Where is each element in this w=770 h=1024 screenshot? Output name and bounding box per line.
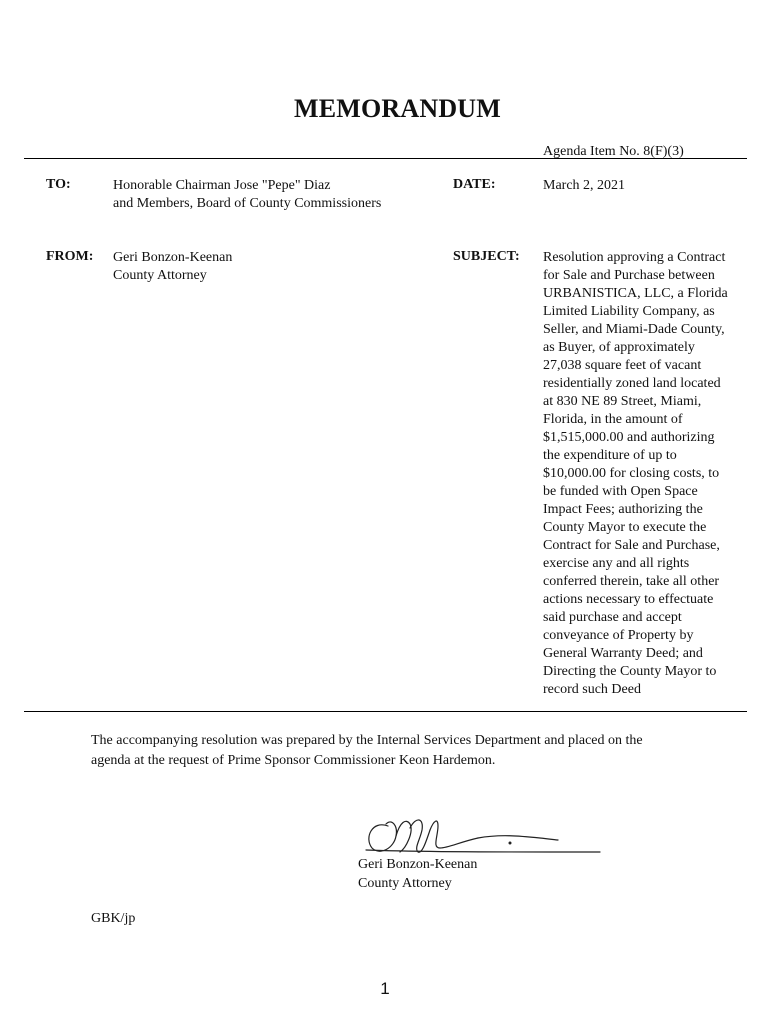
body-divider xyxy=(24,711,747,712)
subject-line: residentially zoned land located xyxy=(543,376,721,391)
to-label: TO: xyxy=(46,177,71,192)
body-line: agenda at the request of Prime Sponsor Commissioner Keon Hardemon. xyxy=(91,753,496,768)
signature-block xyxy=(358,855,477,893)
typist-initials: GBK/jp xyxy=(91,911,136,926)
subject-line: as Buyer, of approximately xyxy=(543,340,695,355)
subject-line: Limited Liability Company, as xyxy=(543,304,715,319)
from-sender xyxy=(113,249,232,285)
subject-line: $1,515,000.00 and authorizing xyxy=(543,430,715,445)
header-divider xyxy=(24,158,747,159)
subject-line: conferred therein, take all other xyxy=(543,574,720,589)
subject-line: said purchase and accept xyxy=(543,610,682,625)
from-label: FROM: xyxy=(46,249,94,264)
subject-line: for Sale and Purchase between xyxy=(543,268,715,283)
subject-line: be funded with Open Space xyxy=(543,484,698,499)
subject-line: conveyance of Property by xyxy=(543,628,694,643)
subject-line: Florida, in the amount of xyxy=(543,412,683,427)
subject-line: County Mayor to execute the xyxy=(543,520,707,535)
date-value: March 2, 2021 xyxy=(543,178,626,193)
signature-name: Geri Bonzon-Keenan xyxy=(358,857,478,872)
subject-line: General Warranty Deed; and xyxy=(543,646,703,661)
subject-line: at 830 NE 89 Street, Miami, xyxy=(543,394,702,409)
page-number: 1 xyxy=(380,979,390,998)
memo-title: MEMORANDUM xyxy=(293,94,502,123)
subject-line: 27,038 square feet of vacant xyxy=(543,358,702,373)
subject-line: Resolution approving a Contract xyxy=(543,250,726,265)
subject-line: URBANISTICA, LLC, a Florida xyxy=(543,286,728,301)
to-line: and Members, Board of County Commissioners xyxy=(113,196,382,211)
body-paragraph xyxy=(91,731,711,771)
from-line: Geri Bonzon-Keenan xyxy=(113,250,233,265)
signature-title: County Attorney xyxy=(358,876,452,891)
subject-line: the expenditure of up to xyxy=(543,448,677,463)
from-line: County Attorney xyxy=(113,268,207,283)
body-line: The accompanying resolution was prepared by the Internal Services Department and placed on the xyxy=(91,733,643,748)
to-recipients xyxy=(113,177,381,213)
date-label: DATE: xyxy=(453,177,496,192)
subject-line: $10,000.00 for closing costs, to xyxy=(543,466,720,481)
subject-line: Directing the County Mayor to xyxy=(543,664,717,679)
subject-text xyxy=(543,249,748,699)
subject-line: Impact Fees; authorizing the xyxy=(543,502,703,517)
agenda-item-number: Agenda Item No. 8(F)(3) xyxy=(543,144,684,159)
subject-line: exercise any and all rights xyxy=(543,556,690,571)
to-line: Honorable Chairman Jose "Pepe" Diaz xyxy=(113,178,331,193)
subject-label: SUBJECT: xyxy=(453,249,520,264)
handwritten-signature xyxy=(360,808,605,858)
subject-line: actions necessary to effectuate xyxy=(543,592,714,607)
subject-line: Seller, and Miami-Dade County, xyxy=(543,322,725,337)
subject-line: record such Deed xyxy=(543,682,641,697)
subject-line: Contract for Sale and Purchase, xyxy=(543,538,720,553)
